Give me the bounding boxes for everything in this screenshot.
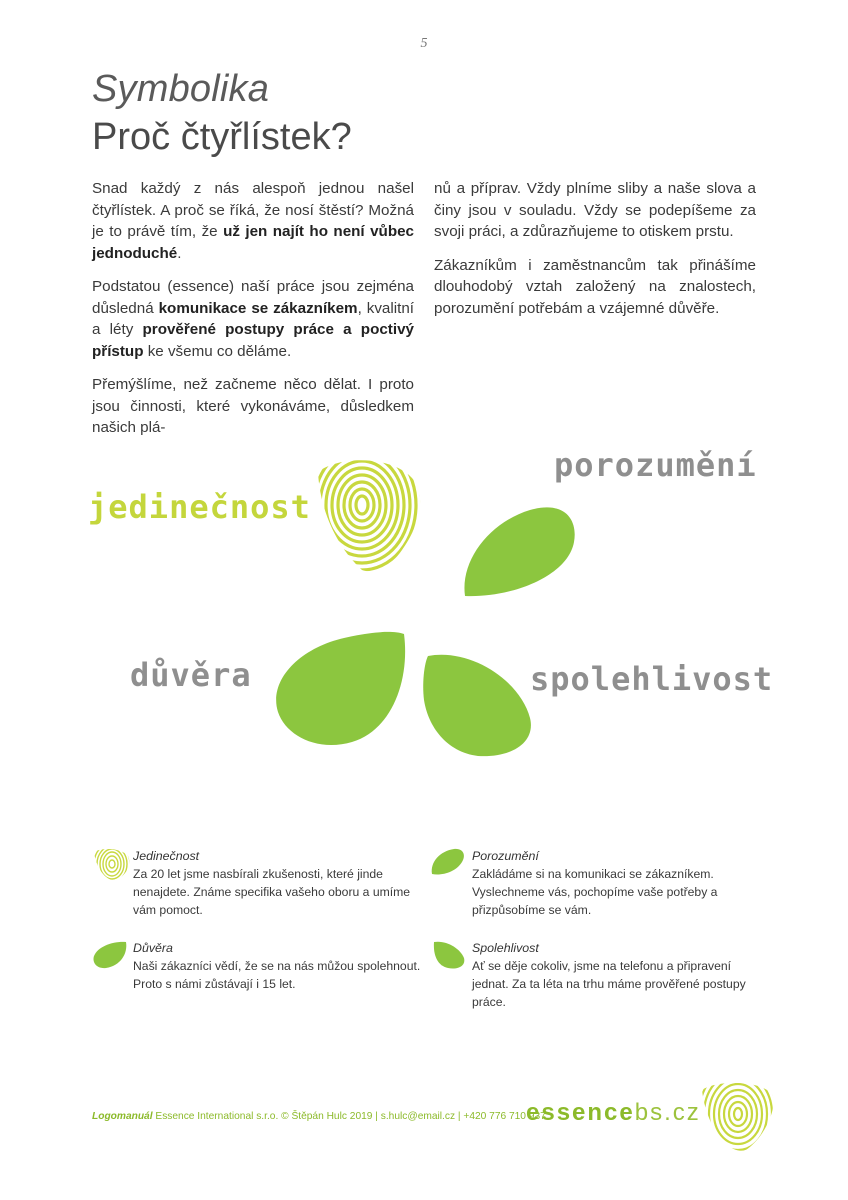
leaf-icon — [276, 632, 405, 745]
leaf-icon — [92, 940, 128, 970]
emphasis-text: už jen najít ho není vůbec jednoduché — [92, 223, 414, 262]
leaf-icon — [430, 940, 466, 970]
footer-text: Essence International s.r.o. © Štěpán Hulc 2019 | s.hulc@email.cz | +420 776 710 937 — [152, 1111, 546, 1122]
label-understanding: porozumění — [554, 446, 757, 484]
fingerprint-leaf-icon — [698, 1080, 778, 1156]
footer-doc-name: Logomanuál — [92, 1111, 153, 1122]
emphasis-text: komunikace se zákazníkem — [158, 299, 358, 317]
paragraph-thinking: Přemýšlíme, než začneme něco dělat. I proto jsou činnosti, které vykonáváme, důsledkem našich plá- — [92, 376, 414, 436]
section-kicker: Symbolika — [92, 68, 270, 110]
body-text: Podstatou (essence) naší práce jsou zejména důsledná — [92, 278, 414, 317]
legend-text: Zakládáme si na komunikaci se zákazníkem. Vyslechneme vás, pochopíme vaše potřeby a přizpůsobíme se vám. — [472, 867, 718, 917]
footer-credits — [92, 1111, 546, 1122]
brand-light: bs.cz — [634, 1099, 701, 1126]
label-trust: důvěra — [130, 656, 252, 694]
emphasis-text: prověřené postupy práce a poctivý přístup — [92, 321, 414, 360]
legend-text: Naši zákazníci vědí, že se na nás můžou spolehnout. Proto s námi zůstávají i 15 let. — [133, 959, 421, 991]
legend-item-understanding — [472, 847, 762, 919]
leaf-icon — [423, 655, 531, 756]
legend-heading: Jedinečnost — [133, 849, 200, 863]
legend-text: Za 20 let jsme nasbírali zkušenosti, které jinde nenajdete. Známe specifika vašeho oboru a umíme vám pomoct. — [133, 867, 411, 917]
legend-text: Ať se děje cokoliv, jsme na telefonu a připravení jednat. Za ta léta na trhu máme prověřené postupy práce. — [472, 959, 746, 1009]
page-number: 5 — [420, 36, 428, 51]
brand-wordmark — [526, 1099, 701, 1127]
paragraph-relationship: Zákazníkům i zaměstnancům tak přinášíme dlouhodobý vztah založený na znalostech, porozumění potřebám a vzájemné důvěře. — [434, 256, 756, 317]
body-text: , kvalitní a léty — [92, 299, 415, 338]
page-title: Proč čtyřlístek? — [92, 116, 352, 158]
leaf-icon — [430, 848, 466, 878]
label-uniqueness: jedinečnost — [88, 488, 311, 526]
legend-heading: Důvěra — [133, 941, 173, 955]
legend-heading: Spolehlivost — [472, 941, 539, 955]
legend-item-uniqueness — [133, 847, 423, 919]
body-text: . — [177, 244, 182, 262]
fingerprint-leaf-icon — [92, 848, 132, 882]
paragraph-promises: nů a příprav. Vždy plníme sliby a naše slova a činy jsou v souladu. Vždy se podepíšeme za svoji práci, a zdůrazňujeme to otiskem prstu. — [434, 180, 756, 240]
leaf-icon — [464, 507, 574, 596]
legend-heading: Porozumění — [472, 849, 539, 863]
legend-item-trust — [133, 939, 423, 993]
body-text: Snad každý z nás alespoň jednou našel čtyřlístek. A proč se říká, že nosí štěstí? Možná je to právě tím, že — [92, 180, 414, 240]
legend-item-reliability — [472, 939, 762, 1011]
body-text: ke všemu co děláme. — [143, 342, 292, 360]
label-reliability: spolehlivost — [530, 660, 774, 698]
fingerprint-leaf-icon — [302, 433, 422, 577]
brand-bold: essence — [526, 1099, 635, 1126]
